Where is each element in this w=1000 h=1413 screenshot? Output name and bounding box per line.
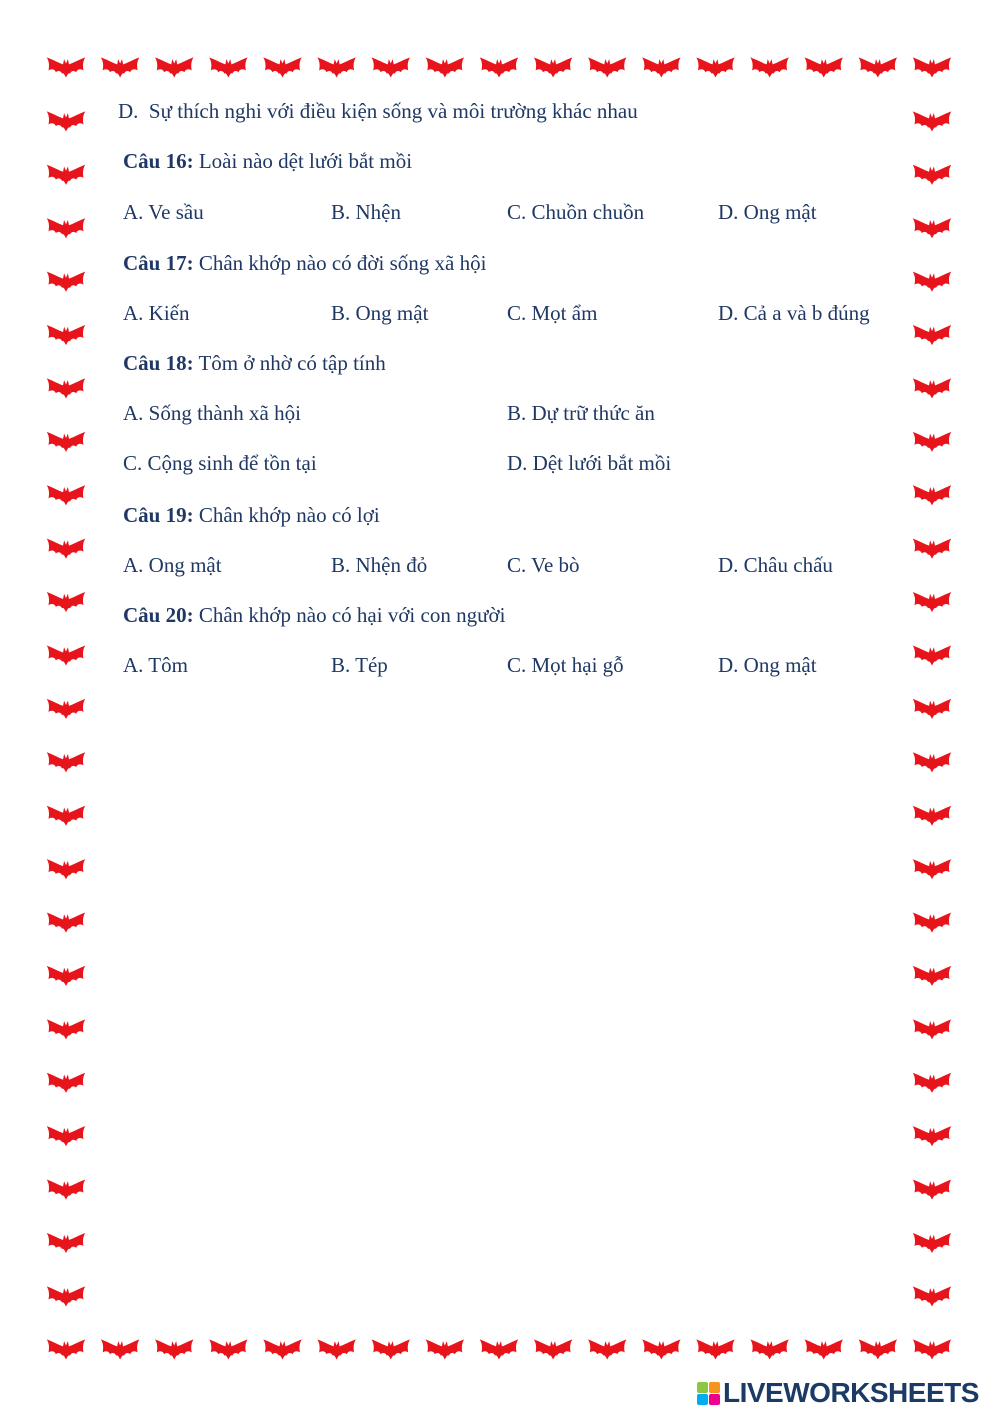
q17-option-c[interactable]: C. Mọt ẩm: [507, 301, 598, 325]
option-label: D.: [118, 99, 139, 123]
question-17: [123, 250, 486, 276]
q20-option-b[interactable]: B. Tép: [331, 653, 388, 677]
question-text: Loài nào dệt lưới bắt mồi: [198, 149, 413, 173]
logo-square-2: [709, 1382, 720, 1393]
question-19: [123, 502, 380, 528]
q18-option-b[interactable]: B. Dự trữ thức ăn: [507, 401, 655, 425]
logo-square-4: [709, 1394, 720, 1405]
q20-option-d[interactable]: D. Ong mật: [718, 653, 817, 677]
q19-option-b[interactable]: B. Nhện đỏ: [331, 553, 428, 577]
logo-square-1: [697, 1382, 708, 1393]
prev-question-option-d: [118, 98, 638, 124]
logo-square-3: [697, 1394, 708, 1405]
q17-option-b[interactable]: B. Ong mật: [331, 301, 429, 325]
q16-option-c[interactable]: C. Chuồn chuồn: [507, 200, 645, 224]
q17-option-a[interactable]: A. Kiến: [123, 301, 190, 325]
q19-option-d[interactable]: D. Châu chấu: [718, 553, 833, 577]
watermark-text: LIVEWORKSHEETS: [723, 1377, 979, 1408]
question-number: Câu 18:: [123, 351, 194, 375]
question-text: Tôm ở nhờ có tập tính: [198, 351, 386, 375]
question-18: [123, 350, 386, 376]
liveworksheets-logo-icon: [697, 1382, 720, 1405]
question-20: [123, 602, 505, 628]
question-text: Chân khớp nào có lợi: [198, 503, 380, 527]
q16-option-a[interactable]: A. Ve sầu: [123, 200, 204, 224]
q18-option-d[interactable]: D. Dệt lưới bắt mồi: [507, 451, 672, 475]
question-text: Chân khớp nào có đời sống xã hội: [198, 251, 487, 275]
question-number: Câu 16:: [123, 149, 194, 173]
q20-option-a[interactable]: A. Tôm: [123, 653, 188, 677]
question-number: Câu 19:: [123, 503, 194, 527]
question-number: Câu 20:: [123, 603, 194, 627]
q18-option-c[interactable]: C. Cộng sinh để tồn tại: [123, 451, 317, 475]
q16-option-b[interactable]: B. Nhện: [331, 200, 401, 224]
question-16: [123, 148, 412, 174]
q18-option-a[interactable]: A. Sống thành xã hội: [123, 401, 301, 425]
liveworksheets-watermark: [697, 1377, 979, 1409]
q16-option-d[interactable]: D. Ong mật: [718, 200, 817, 224]
q19-option-c[interactable]: C. Ve bò: [507, 553, 580, 577]
q19-option-a[interactable]: A. Ong mật: [123, 553, 222, 577]
question-text: Chân khớp nào có hại với con người: [198, 603, 506, 627]
q20-option-c[interactable]: C. Mọt hại gỗ: [507, 653, 624, 677]
q17-option-d[interactable]: D. Cả a và b đúng: [718, 301, 870, 325]
question-number: Câu 17:: [123, 251, 194, 275]
option-text: Sự thích nghi với điều kiện sống và môi trường khác nhau: [148, 99, 638, 123]
